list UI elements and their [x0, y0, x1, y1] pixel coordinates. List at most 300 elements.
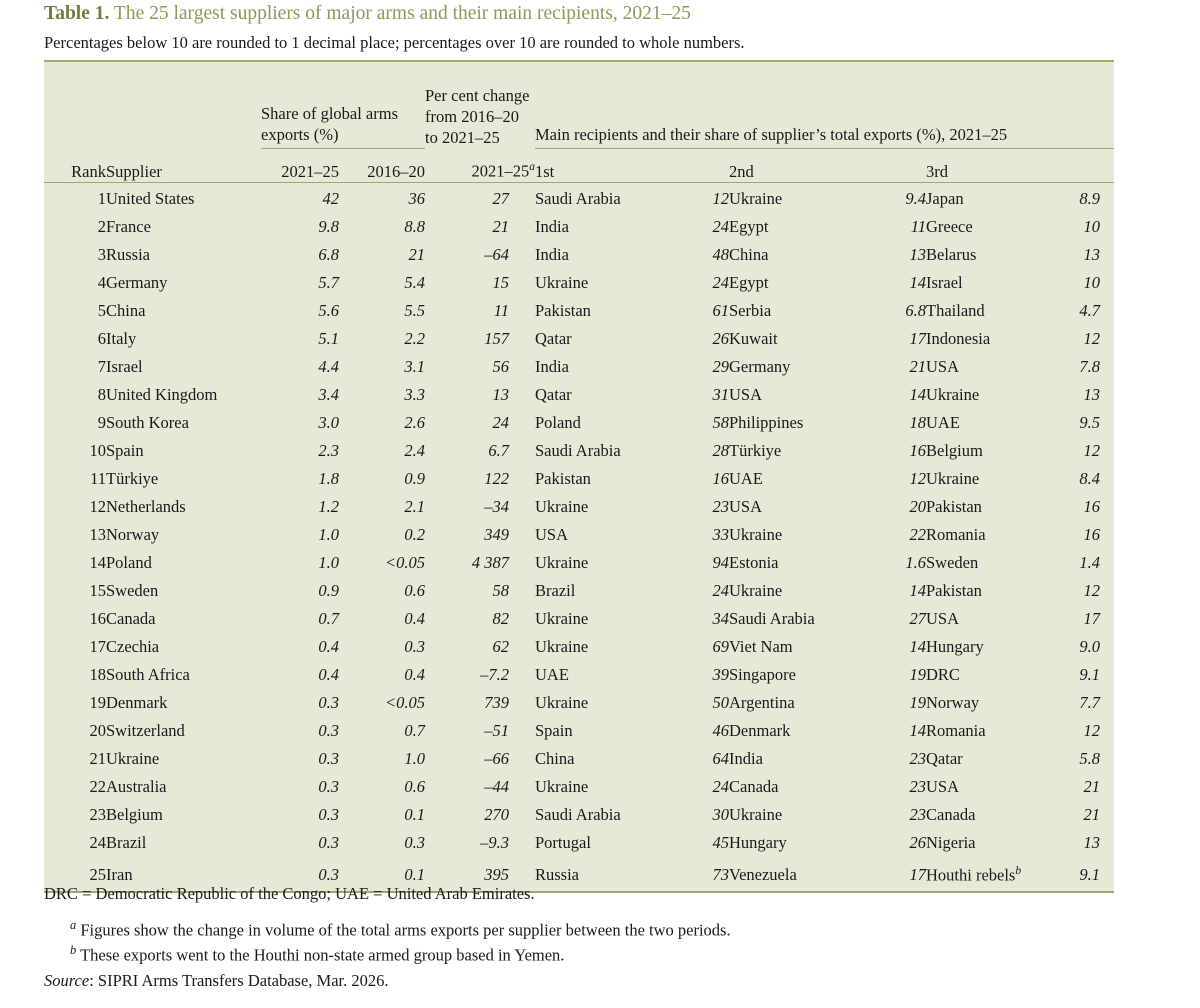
cell-recipient3-name: Israel [926, 272, 963, 292]
header-share-2021-25: 2021–25 [261, 148, 339, 182]
cell-recipient1-value: 64 [712, 748, 729, 768]
cell-supplier: China [106, 300, 146, 320]
cell-share-2021-25: 0.3 [318, 720, 339, 740]
cell-recipient1-value: 39 [712, 664, 729, 684]
cell-share-2021-25: 5.7 [318, 272, 339, 292]
cell-recipient3-name: UAE [926, 412, 960, 432]
cell-recipient1-name: USA [535, 524, 569, 544]
cell-recipient2-name: Egypt [729, 272, 769, 292]
cell-share-2016-20: 3.3 [404, 384, 425, 404]
cell-recipient1-value: 69 [712, 636, 729, 656]
cell-recipient1-name: Saudi Arabia [535, 188, 621, 208]
cell-recipient3-value: 21 [1083, 776, 1100, 796]
cell-share-2021-25: 0.3 [318, 748, 339, 768]
cell-recipient3-name: Qatar [926, 748, 963, 768]
cell-recipient3-value: 16 [1083, 524, 1100, 544]
header-recipient-2nd: 2nd [729, 148, 926, 182]
table-row [44, 661, 1114, 689]
cell-recipient2-value: 14 [909, 720, 926, 740]
cell-rank: 2 [97, 216, 106, 236]
note-source [44, 969, 1164, 993]
cell-share-2016-20: <0.05 [384, 692, 425, 712]
cell-supplier: South Africa [106, 664, 190, 684]
cell-recipient2-value: 16 [909, 440, 926, 460]
table-row [44, 465, 1114, 493]
cell-recipient2-name: Argentina [729, 692, 795, 712]
table-row [44, 213, 1114, 241]
cell-recipient1-value: 30 [712, 804, 729, 824]
cell-recipient2-name: Philippines [729, 412, 804, 432]
cell-pct-change: 395 [484, 865, 509, 884]
cell-recipient3-name: Ukraine [926, 384, 980, 404]
cell-pct-change: 15 [492, 272, 509, 292]
cell-recipient3-name: Norway [926, 692, 980, 712]
cell-pct-change: –7.2 [480, 664, 509, 684]
cell-supplier: Czechia [106, 636, 160, 656]
header-recipient-3rd: 3rd [926, 148, 1114, 182]
cell-share-2021-25: 0.3 [318, 865, 339, 884]
cell-pct-change: 58 [492, 580, 509, 600]
cell-recipient2-name: Kuwait [729, 328, 778, 348]
cell-pct-change: 270 [484, 804, 509, 824]
cell-pct-change: 157 [484, 328, 509, 348]
cell-recipient3-value: 13 [1083, 244, 1100, 264]
table-row [44, 297, 1114, 325]
cell-recipient3-name: Greece [926, 216, 973, 236]
cell-footnote-b-marker: b [1015, 864, 1022, 877]
cell-recipient3-value: 12 [1083, 328, 1100, 348]
cell-supplier: Russia [106, 244, 151, 264]
cell-share-2016-20: 0.3 [404, 832, 425, 852]
cell-recipient2-name: Egypt [729, 216, 769, 236]
cell-recipient1-name: India [535, 216, 569, 236]
cell-recipient2-value: 1.6 [905, 552, 926, 572]
cell-share-2021-25: 1.0 [318, 552, 339, 572]
cell-recipient2-name: Denmark [729, 720, 791, 740]
cell-rank: 15 [89, 580, 106, 600]
cell-share-2016-20: 0.1 [404, 865, 425, 884]
header-group-recipients: Main recipients and their share of supplier’s total exports (%), 2021–25 [535, 62, 1114, 148]
cell-recipient1-value: 33 [712, 524, 729, 544]
cell-share-2016-20: 0.1 [404, 804, 425, 824]
cell-recipient2-name: Serbia [729, 300, 772, 320]
cell-recipient2-value: 12 [909, 468, 926, 488]
cell-recipient1-value: 50 [712, 692, 729, 712]
cell-rank: 6 [97, 328, 106, 348]
cell-recipient3-value: 10 [1083, 216, 1100, 236]
cell-recipient3-value: 16 [1083, 496, 1100, 516]
cell-recipient1-value: 12 [712, 188, 729, 208]
cell-recipient1-name: Brazil [535, 580, 576, 600]
cell-recipient3-name: Japan [926, 188, 964, 208]
cell-rank: 4 [97, 272, 106, 292]
cell-recipient3-value: 1.4 [1079, 552, 1100, 572]
cell-share-2021-25: 0.4 [318, 636, 339, 656]
cell-supplier: Iran [106, 865, 133, 884]
cell-share-2016-20: 2.2 [404, 328, 425, 348]
cell-supplier: South Korea [106, 412, 189, 432]
cell-recipient1-value: 24 [712, 580, 729, 600]
table-row [44, 633, 1114, 661]
header-pct-change-period-label: 2021–25 [471, 161, 530, 181]
cell-recipient3-value: 9.1 [1079, 664, 1100, 684]
cell-recipient3-name: Thailand [926, 300, 985, 320]
header-group-row [44, 62, 1114, 148]
cell-recipient3-value: 8.4 [1079, 468, 1100, 488]
header-share-2016-20: 2016–20 [339, 148, 425, 182]
cell-share-2016-20: 0.3 [404, 636, 425, 656]
cell-share-2016-20: 0.4 [404, 664, 425, 684]
cell-pct-change: –9.3 [480, 832, 509, 852]
cell-recipient3-name: USA [926, 356, 960, 376]
cell-recipient2-name: Estonia [729, 552, 779, 572]
cell-recipient2-name: Germany [729, 356, 791, 376]
table-row [44, 381, 1114, 409]
cell-supplier: United Kingdom [106, 384, 218, 404]
cell-recipient3-value: 7.8 [1079, 356, 1100, 376]
cell-recipient1-value: 58 [712, 412, 729, 432]
cell-rank: 18 [89, 664, 106, 684]
cell-recipient1-name: Qatar [535, 328, 572, 348]
cell-recipient2-name: Ukraine [729, 804, 783, 824]
cell-recipient3-value: 13 [1083, 384, 1100, 404]
cell-recipient3-name: DRC [926, 664, 960, 684]
table-row [44, 325, 1114, 353]
cell-recipient1-value: 24 [712, 272, 729, 292]
cell-recipient1-name: India [535, 356, 569, 376]
cell-recipient2-name: Ukraine [729, 188, 783, 208]
cell-rank: 21 [89, 748, 106, 768]
header-group-share: Share of global arms exports (%) [261, 62, 425, 148]
cell-pct-change: 62 [492, 636, 509, 656]
cell-recipient3-name: Romania [926, 720, 986, 740]
cell-supplier: Türkiye [106, 468, 159, 488]
table-row [44, 717, 1114, 745]
note-abbreviations: DRC = Democratic Republic of the Congo; UAE = United Arab Emirates. [44, 884, 535, 903]
cell-supplier: Germany [106, 272, 168, 292]
cell-recipient1-name: UAE [535, 664, 569, 684]
source-text: : SIPRI Arms Transfers Database, Mar. 2026. [89, 971, 389, 990]
cell-pct-change: 21 [492, 216, 509, 236]
header-footnote-a-marker: a [529, 161, 535, 173]
cell-share-2021-25: 2.3 [318, 440, 339, 460]
cell-rank: 5 [97, 300, 106, 320]
header-sub-row [44, 148, 1114, 182]
cell-pct-change: 56 [492, 356, 509, 376]
cell-supplier: Israel [106, 356, 143, 376]
cell-supplier: Brazil [106, 832, 147, 852]
cell-recipient2-value: 17 [909, 865, 926, 884]
cell-recipient1-value: 45 [712, 832, 729, 852]
cell-pct-change: 739 [484, 692, 509, 712]
cell-recipient2-value: 17 [909, 328, 926, 348]
cell-recipient2-value: 13 [909, 244, 926, 264]
cell-recipient2-value: 19 [909, 692, 926, 712]
cell-rank: 7 [97, 356, 106, 376]
cell-recipient2-value: 11 [910, 216, 926, 236]
cell-recipient1-value: 31 [712, 384, 729, 404]
arms-table [44, 62, 1114, 891]
cell-recipient3-value: 21 [1083, 804, 1100, 824]
cell-recipient2-name: Venezuela [729, 865, 797, 884]
cell-recipient3-value: 9.0 [1079, 636, 1100, 656]
cell-rank: 9 [97, 412, 106, 432]
cell-recipient1-name: Pakistan [535, 300, 591, 320]
cell-recipient2-value: 26 [909, 832, 926, 852]
cell-recipient2-name: USA [729, 384, 763, 404]
cell-recipient1-value: 29 [712, 356, 729, 376]
cell-recipient1-value: 26 [712, 328, 729, 348]
page-title [44, 0, 1164, 28]
cell-recipient1-value: 16 [712, 468, 729, 488]
cell-rank: 22 [89, 776, 106, 796]
cell-rank: 17 [89, 636, 106, 656]
cell-recipient2-value: 14 [909, 272, 926, 292]
cell-recipient1-value: 73 [712, 865, 729, 884]
cell-recipient2-name: Hungary [729, 832, 787, 852]
cell-pct-change: 349 [484, 524, 509, 544]
cell-recipient3-name: Belarus [926, 244, 977, 264]
table-header [44, 62, 1114, 182]
cell-recipient1-name: Ukraine [535, 608, 589, 628]
cell-recipient3-name: Nigeria [926, 832, 976, 852]
cell-share-2021-25: 4.4 [318, 356, 339, 376]
cell-recipient3-value: 13 [1083, 832, 1100, 852]
cell-recipient1-value: 28 [712, 440, 729, 460]
source-label: Source [44, 971, 90, 990]
cell-recipient1-name: China [535, 748, 575, 768]
cell-share-2021-25: 42 [322, 188, 339, 208]
cell-recipient2-name: Ukraine [729, 580, 783, 600]
cell-recipient1-value: 61 [712, 300, 729, 320]
cell-recipient3-name: Sweden [926, 552, 979, 572]
cell-pct-change: 13 [492, 384, 509, 404]
cell-supplier: Switzerland [106, 720, 185, 740]
cell-share-2016-20: 8.8 [404, 216, 425, 236]
header-recipient-1st: 1st [535, 148, 729, 182]
cell-pct-change: –44 [484, 776, 509, 796]
cell-pct-change: –34 [484, 496, 509, 516]
cell-recipient3-name: Romania [926, 524, 986, 544]
cell-rank: 24 [89, 832, 106, 852]
cell-recipient2-value: 19 [909, 664, 926, 684]
cell-pct-change: 27 [492, 188, 509, 208]
cell-recipient2-value: 23 [909, 776, 926, 796]
cell-recipient2-name: China [729, 244, 769, 264]
table-row [44, 493, 1114, 521]
header-pct-change-period [425, 148, 535, 182]
cell-recipient1-value: 94 [712, 552, 729, 572]
cell-recipient1-name: Ukraine [535, 692, 589, 712]
cell-recipient3-value: 5.8 [1079, 748, 1100, 768]
table-row [44, 409, 1114, 437]
cell-recipient2-value: 23 [909, 804, 926, 824]
cell-supplier: Canada [106, 608, 156, 628]
cell-rank: 11 [90, 468, 106, 488]
cell-supplier: Norway [106, 524, 160, 544]
cell-recipient3-value: 12 [1083, 580, 1100, 600]
cell-recipient3-name: USA [926, 608, 960, 628]
header-rank: Rank [44, 148, 106, 182]
table-number: Table 1. [44, 3, 110, 24]
cell-recipient1-name: Qatar [535, 384, 572, 404]
cell-recipient2-value: 14 [909, 580, 926, 600]
cell-recipient2-value: 14 [909, 384, 926, 404]
cell-recipient3-value: 4.7 [1079, 300, 1100, 320]
cell-recipient3-name: USA [926, 776, 960, 796]
cell-pct-change: 6.7 [488, 440, 509, 460]
table-row [44, 829, 1114, 857]
cell-pct-change: –64 [484, 244, 509, 264]
cell-rank: 13 [89, 524, 106, 544]
cell-share-2016-20: 5.4 [404, 272, 425, 292]
table-row [44, 689, 1114, 717]
cell-supplier: Denmark [106, 692, 168, 712]
cell-recipient2-value: 20 [909, 496, 926, 516]
table-row [44, 549, 1114, 577]
cell-supplier: Australia [106, 776, 167, 796]
cell-recipient2-name: USA [729, 496, 763, 516]
cell-share-2021-25: 6.8 [318, 244, 339, 264]
cell-rank: 20 [89, 720, 106, 740]
cell-share-2016-20: 3.1 [404, 356, 425, 376]
cell-share-2021-25: 1.2 [318, 496, 339, 516]
table-row [44, 182, 1114, 213]
footnote-a-marker: a [70, 918, 77, 932]
cell-recipient2-name: Canada [729, 776, 779, 796]
cell-rank: 8 [97, 384, 106, 404]
cell-share-2021-25: 9.8 [318, 216, 339, 236]
cell-share-2016-20: 0.2 [404, 524, 425, 544]
cell-supplier: Poland [106, 552, 152, 572]
cell-pct-change: 11 [493, 300, 509, 320]
cell-recipient3-name: Ukraine [926, 468, 980, 488]
cell-recipient3-name: Pakistan [926, 580, 982, 600]
table-row [44, 773, 1114, 801]
cell-rank: 16 [89, 608, 106, 628]
table-body [44, 182, 1114, 891]
cell-recipient1-name: India [535, 244, 569, 264]
cell-recipient1-value: 24 [712, 776, 729, 796]
cell-share-2016-20: 2.1 [404, 496, 425, 516]
header-group-blank-supplier [106, 62, 261, 148]
cell-recipient3-value: 8.9 [1079, 188, 1100, 208]
cell-recipient2-value: 23 [909, 748, 926, 768]
cell-recipient2-name: Singapore [729, 664, 796, 684]
cell-recipient3-value: 12 [1083, 440, 1100, 460]
cell-pct-change: 82 [492, 608, 509, 628]
cell-recipient3-name: Hungary [926, 636, 984, 656]
cell-supplier: Spain [106, 440, 144, 460]
cell-share-2021-25: 3.4 [318, 384, 339, 404]
cell-share-2021-25: 1.8 [318, 468, 339, 488]
cell-recipient3-value: 12 [1083, 720, 1100, 740]
cell-share-2021-25: 3.0 [318, 412, 339, 432]
cell-recipient1-name: Ukraine [535, 552, 589, 572]
table-row [44, 269, 1114, 297]
footnote-b-marker: b [70, 943, 77, 957]
table-caption: The 25 largest suppliers of major arms and their main recipients, 2021–25 [113, 3, 691, 24]
table-row [44, 745, 1114, 773]
footnote-a-text: Figures show the change in volume of the total arms exports per supplier between the two periods. [80, 920, 731, 940]
cell-recipient3-name: Indonesia [926, 328, 991, 348]
cell-pct-change: 122 [484, 468, 509, 488]
cell-recipient1-name: Spain [535, 720, 573, 740]
cell-recipient1-name: Ukraine [535, 636, 589, 656]
cell-recipient1-value: 46 [712, 720, 729, 740]
cell-recipient2-name: UAE [729, 468, 763, 488]
cell-recipient1-name: Ukraine [535, 496, 589, 516]
cell-recipient3-name: Houthi rebels$^b$ [926, 864, 1022, 884]
cell-share-2021-25: 0.9 [318, 580, 339, 600]
cell-share-2016-20: 21 [408, 244, 425, 264]
cell-recipient2-name: Saudi Arabia [729, 608, 815, 628]
cell-share-2016-20: 2.4 [404, 440, 425, 460]
cell-recipient3-value: 10 [1083, 272, 1100, 292]
cell-rank: 25 [89, 865, 106, 884]
cell-share-2021-25: 0.3 [318, 804, 339, 824]
cell-recipient2-value: 14 [909, 636, 926, 656]
cell-recipient2-value: 6.8 [905, 300, 926, 320]
cell-recipient3-value: 7.7 [1079, 692, 1100, 712]
cell-recipient3-name: Canada [926, 804, 976, 824]
cell-share-2021-25: 5.1 [318, 328, 339, 348]
cell-pct-change: 24 [492, 412, 509, 432]
cell-recipient1-name: Pakistan [535, 468, 591, 488]
cell-share-2016-20: 5.5 [404, 300, 425, 320]
cell-share-2021-25: 0.3 [318, 776, 339, 796]
cell-share-2016-20: 0.7 [404, 720, 425, 740]
cell-pct-change: 4 387 [471, 552, 509, 572]
cell-recipient2-value: 27 [909, 608, 926, 628]
cell-recipient1-name: Saudi Arabia [535, 804, 621, 824]
table-row [44, 437, 1114, 465]
cell-recipient1-value: 34 [712, 608, 729, 628]
cell-rank: 14 [89, 552, 106, 572]
cell-recipient1-value: 23 [712, 496, 729, 516]
arms-table-container [44, 60, 1114, 893]
cell-rank: 1 [97, 188, 106, 208]
cell-share-2021-25: 1.0 [318, 524, 339, 544]
cell-share-2021-25: 0.3 [318, 832, 339, 852]
cell-recipient1-name: Poland [535, 412, 581, 432]
cell-recipient2-value: 18 [909, 412, 926, 432]
cell-recipient1-name: Ukraine [535, 272, 589, 292]
cell-recipient1-name: Saudi Arabia [535, 440, 621, 460]
cell-supplier: Netherlands [106, 496, 186, 516]
table-row [44, 605, 1114, 633]
cell-recipient1-value: 24 [712, 216, 729, 236]
cell-share-2016-20: 1.0 [404, 748, 425, 768]
table-row [44, 577, 1114, 605]
cell-recipient2-value: 9.4 [905, 188, 926, 208]
cell-recipient3-value: 9.1 [1079, 865, 1100, 884]
cell-recipient1-name: Portugal [535, 832, 591, 852]
cell-share-2016-20: 0.6 [404, 776, 425, 796]
cell-share-2016-20: 2.6 [404, 412, 425, 432]
cell-recipient1-name: Ukraine [535, 776, 589, 796]
cell-share-2016-20: 0.4 [404, 608, 425, 628]
cell-share-2016-20: <0.05 [384, 552, 425, 572]
cell-recipient2-name: India [729, 748, 763, 768]
table-subtitle: Percentages below 10 are rounded to 1 decimal place; percentages over 10 are rounded to whole numbers. [44, 33, 745, 52]
cell-share-2021-25: 0.4 [318, 664, 339, 684]
cell-share-2021-25: 5.6 [318, 300, 339, 320]
cell-recipient3-value: 9.5 [1079, 412, 1100, 432]
cell-pct-change: –51 [484, 720, 509, 740]
cell-supplier: Italy [106, 328, 137, 348]
cell-supplier: United States [106, 188, 195, 208]
